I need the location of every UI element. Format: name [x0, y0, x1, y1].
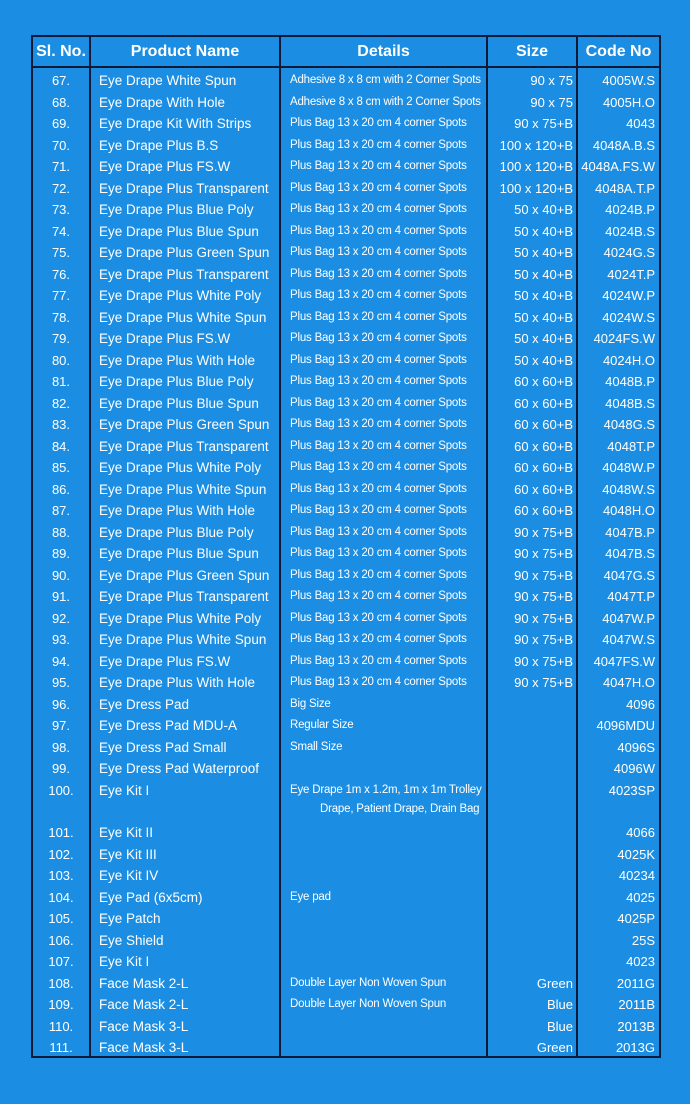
- row-size: 100 x 120+B: [499, 159, 573, 174]
- row-details: [290, 865, 486, 886]
- table-row: [33, 156, 659, 177]
- row-size: 60 x 60+B: [514, 438, 573, 454]
- row-code-no: 4024T.P: [607, 266, 655, 282]
- row-details: Small Size: [290, 740, 343, 753]
- table-row: [33, 651, 659, 672]
- row-product-name: Eye Drape Plus FS.W: [99, 331, 231, 346]
- row-size: 90 x 75+B: [514, 610, 573, 626]
- table-row: [33, 758, 659, 779]
- row-code-no: 4047W.S: [602, 632, 655, 647]
- table-row: [33, 285, 659, 306]
- row-size: [485, 951, 573, 972]
- row-code-no: 4047W.P: [602, 610, 655, 626]
- row-product-name: Eye Drape Plus Blue Spun: [99, 395, 259, 411]
- row-details: Plus Bag 13 x 20 cm 4 corner Spots: [290, 547, 467, 559]
- row-size: [485, 865, 573, 886]
- row-size: 90 x 75+B: [514, 546, 573, 561]
- row-size: 90 x 75+B: [514, 116, 573, 131]
- table-row: [33, 908, 659, 929]
- table-row: [33, 199, 659, 220]
- row-product-name: Eye Kit III: [99, 846, 157, 862]
- row-sl-no: 77.: [51, 288, 71, 303]
- row-sl-no: 87.: [51, 503, 71, 518]
- row-size: Green: [536, 1040, 573, 1055]
- row-size: [485, 822, 573, 843]
- row-details: Plus Bag 13 x 20 cm 4 corner Spots: [290, 117, 467, 129]
- row-sl-no: 91.: [51, 589, 71, 604]
- row-size: 90 x 75: [530, 73, 573, 88]
- row-product-name: Eye Patch: [99, 911, 161, 926]
- row-sl-no: 82.: [51, 395, 71, 411]
- row-product-name: Eye Drape Plus Transparent: [99, 589, 269, 604]
- row-size: 90 x 75+B: [514, 567, 573, 583]
- row-size: [485, 737, 573, 758]
- row-details: Adhesive 8 x 8 cm with 2 Corner Spots: [290, 95, 481, 108]
- row-sl-no: 110.: [48, 1018, 74, 1034]
- row-size: 50 x 40+B: [514, 245, 573, 260]
- row-sl-no: 105.: [48, 911, 74, 926]
- row-code-no: 4043: [626, 116, 655, 131]
- row-size: 50 x 40+B: [514, 309, 573, 325]
- row-sl-no: 111.: [49, 1040, 73, 1055]
- row-details: Plus Bag 13 x 20 cm 4 corner Spots: [290, 246, 467, 258]
- row-sl-no: 106.: [48, 932, 74, 948]
- row-sl-no: 76.: [51, 266, 71, 282]
- row-sl-no: 80.: [51, 352, 71, 368]
- row-details: Plus Bag 13 x 20 cm 4 corner Spots: [290, 224, 467, 237]
- row-details: Plus Bag 13 x 20 cm 4 corner Spots: [290, 676, 467, 688]
- row-code-no: 4048A.FS.W: [581, 159, 655, 174]
- table-row: [33, 328, 659, 349]
- row-sl-no: 102.: [48, 846, 74, 862]
- row-details: [290, 822, 486, 843]
- row-code-no: 2011G: [616, 975, 655, 991]
- row-product-name: Eye Drape Plus Transparent: [99, 438, 269, 454]
- row-product-name: Eye Kit II: [99, 825, 154, 840]
- row-details: [290, 951, 486, 972]
- table-row: [33, 436, 659, 457]
- row-product-name: Eye Drape Plus Blue Spun: [99, 223, 259, 239]
- row-size: 100 x 120+B: [499, 137, 573, 153]
- row-size: 50 x 40+B: [514, 288, 573, 303]
- table-row: [33, 822, 659, 843]
- table-row: [33, 865, 659, 886]
- row-code-no: 25S: [631, 932, 655, 948]
- row-details: Plus Bag 13 x 20 cm 4 corner Spots: [290, 439, 467, 452]
- row-details: Plus Bag 13 x 20 cm 4 corner Spots: [290, 310, 467, 323]
- row-code-no: 4024W.S: [602, 309, 655, 325]
- table-header: [33, 37, 659, 68]
- row-details: Adhesive 8 x 8 cm with 2 Corner Spots: [290, 74, 481, 86]
- row-code-no: 4025K: [617, 846, 655, 862]
- row-sl-no: 74.: [51, 223, 71, 239]
- row-sl-no: 85.: [51, 460, 71, 475]
- row-code-no: 4048B.P: [605, 374, 655, 389]
- table-row: [33, 371, 659, 392]
- row-code-no: 4048B.S: [605, 395, 655, 411]
- table-row: [33, 113, 659, 134]
- row-code-no: 4023: [626, 954, 655, 969]
- row-code-no: 40234: [618, 868, 655, 883]
- row-product-name: Eye Drape Plus FS.W: [99, 159, 231, 174]
- row-code-no: 4023SP: [608, 782, 655, 798]
- row-code-no: 4005W.S: [602, 73, 655, 88]
- row-sl-no: 67.: [51, 73, 71, 88]
- row-size: 90 x 75+B: [514, 653, 573, 669]
- row-product-name: Eye Drape Plus Green Spun: [99, 417, 270, 432]
- row-details: Eye Drape 1m x 1.2m, 1m x 1m Trolley: [290, 783, 482, 796]
- row-code-no: 4005H.O: [602, 94, 655, 110]
- row-details: Plus Bag 13 x 20 cm 4 corner Spots: [290, 289, 467, 301]
- row-code-no: 2013G: [615, 1040, 655, 1055]
- row-details: Plus Bag 13 x 20 cm 4 corner Spots: [290, 633, 467, 645]
- row-code-no: 4048H.O: [602, 503, 655, 518]
- row-sl-no: 96.: [51, 696, 71, 712]
- table-row: [33, 479, 659, 500]
- row-product-name: Eye Dress Pad Waterproof: [99, 761, 260, 776]
- table-row: [33, 565, 659, 586]
- row-sl-no: 88.: [51, 524, 71, 540]
- row-code-no: 4096W: [613, 761, 655, 776]
- row-product-name: Face Mask 3-L: [99, 1040, 189, 1055]
- row-sl-no: 70.: [51, 137, 71, 153]
- row-product-name: Eye Drape Plus Transparent: [99, 266, 269, 282]
- row-product-name: Eye Drape Plus With Hole: [99, 503, 256, 518]
- row-details: [290, 1037, 486, 1058]
- row-details: Double Layer Non Woven Spun: [290, 998, 447, 1010]
- row-size: 50 x 40+B: [514, 223, 573, 239]
- row-sl-no: 84.: [51, 438, 71, 454]
- table-row: [33, 930, 659, 951]
- row-code-no: 4096S: [617, 739, 655, 755]
- row-size: 60 x 60+B: [514, 503, 573, 518]
- table-row: [33, 500, 659, 521]
- row-product-name: Eye Drape Plus Blue Poly: [99, 374, 254, 389]
- table-row: [33, 522, 659, 543]
- row-code-no: 4048A.T.P: [595, 180, 655, 196]
- row-size: 50 x 40+B: [514, 266, 573, 282]
- row-size: 90 x 75+B: [514, 632, 573, 647]
- row-details: Plus Bag 13 x 20 cm 4 corner Spots: [290, 138, 467, 151]
- row-size: [485, 694, 573, 715]
- header-code-no: Code No: [585, 43, 652, 60]
- row-details: Plus Bag 13 x 20 cm 4 corner Spots: [290, 568, 467, 581]
- row-product-name: Eye Drape Plus With Hole: [99, 352, 256, 368]
- row-size: 60 x 60+B: [514, 395, 573, 411]
- row-details: Plus Bag 13 x 20 cm 4 corner Spots: [290, 267, 467, 280]
- row-sl-no: 98.: [51, 739, 71, 755]
- row-details: Regular Size: [290, 719, 354, 731]
- row-code-no: 4048W.S: [602, 481, 655, 497]
- row-details: Double Layer Non Woven Spun: [290, 976, 447, 989]
- table-row: [33, 780, 659, 815]
- row-details: Plus Bag 13 x 20 cm 4 corner Spots: [290, 654, 467, 667]
- row-sl-no: 83.: [51, 417, 71, 432]
- row-code-no: 4047B.P: [605, 524, 655, 540]
- table-row: [33, 414, 659, 435]
- row-product-name: Eye Dress Pad: [99, 696, 190, 712]
- row-size: [485, 887, 573, 908]
- row-product-name: Eye Drape Plus White Poly: [99, 460, 262, 475]
- header-product-name: Product Name: [130, 43, 240, 60]
- row-sl-no: 109.: [48, 997, 74, 1012]
- row-sl-no: 79.: [51, 331, 71, 346]
- table-row: [33, 629, 659, 650]
- table-row: [33, 307, 659, 328]
- table-row: [33, 543, 659, 564]
- row-code-no: 2011B: [618, 997, 655, 1012]
- row-size: Green: [536, 975, 573, 991]
- row-details: Plus Bag 13 x 20 cm 4 corner Spots: [290, 461, 467, 473]
- row-details: Plus Bag 13 x 20 cm 4 corner Spots: [290, 396, 467, 409]
- table-row: [33, 994, 659, 1015]
- row-size: 90 x 75+B: [514, 589, 573, 604]
- row-sl-no: 81.: [51, 374, 71, 389]
- table-row: [33, 672, 659, 693]
- row-sl-no: 72.: [51, 180, 71, 196]
- row-sl-no: 108.: [48, 975, 74, 991]
- row-code-no: 4047FS.W: [593, 653, 655, 669]
- row-sl-no: 71.: [51, 159, 71, 174]
- row-code-no: 4047B.S: [605, 546, 655, 561]
- table-row: [33, 264, 659, 285]
- row-size: [485, 844, 573, 865]
- row-details: Plus Bag 13 x 20 cm 4 corner Spots: [290, 353, 467, 366]
- row-sl-no: 95.: [51, 675, 71, 690]
- table-row: [33, 70, 659, 91]
- row-code-no: 2013B: [617, 1018, 655, 1034]
- row-details: Plus Bag 13 x 20 cm 4 corner Spots: [290, 590, 467, 602]
- row-product-name: Eye Drape Plus White Spun: [99, 481, 267, 497]
- row-product-name: Face Mask 3-L: [99, 1018, 189, 1034]
- row-product-name: Eye Drape Plus Green Spun: [99, 567, 270, 583]
- row-size: [485, 758, 573, 779]
- row-code-no: 4048G.S: [603, 417, 655, 432]
- row-details: Plus Bag 13 x 20 cm 4 corner Spots: [290, 418, 467, 430]
- row-product-name: Eye Kit I: [99, 954, 150, 969]
- header-size: Size: [515, 43, 548, 60]
- row-details: Plus Bag 13 x 20 cm 4 corner Spots: [290, 332, 467, 344]
- table-row: [33, 135, 659, 156]
- row-product-name: Eye Drape Plus Blue Poly: [99, 524, 254, 540]
- table-row: [33, 221, 659, 242]
- row-details: [290, 1016, 486, 1037]
- row-sl-no: 103.: [48, 868, 74, 883]
- row-size: 60 x 60+B: [514, 374, 573, 389]
- row-sl-no: 69.: [51, 116, 71, 131]
- row-details: [290, 758, 486, 779]
- row-product-name: Eye Drape Plus B.S: [99, 137, 219, 153]
- row-code-no: 4096MDU: [596, 718, 655, 733]
- table-row: [33, 844, 659, 865]
- row-sl-no: 97.: [51, 718, 71, 733]
- row-details: Big Size: [290, 697, 331, 710]
- row-details: [290, 930, 486, 951]
- table-row: [33, 1037, 659, 1058]
- row-size: 100 x 120+B: [499, 180, 573, 196]
- row-details: Plus Bag 13 x 20 cm 4 corner Spots: [290, 525, 467, 538]
- row-product-name: Eye Drape Plus With Hole: [99, 675, 256, 690]
- row-sl-no: 75.: [51, 245, 71, 260]
- row-product-name: Eye Drape With Hole: [99, 94, 226, 110]
- row-code-no: 4048W.P: [602, 460, 655, 475]
- table-row: [33, 242, 659, 263]
- row-details: Plus Bag 13 x 20 cm 4 corner Spots: [290, 160, 467, 172]
- row-product-name: Face Mask 2-L: [99, 975, 189, 991]
- row-code-no: 4096: [626, 696, 655, 712]
- row-code-no: 4024B.S: [605, 223, 655, 239]
- row-code-no: 4047H.O: [602, 675, 655, 690]
- table-row: [33, 586, 659, 607]
- row-size: 90 x 75: [530, 94, 573, 110]
- table-row: [33, 951, 659, 972]
- row-size: 50 x 40+B: [514, 202, 573, 217]
- row-product-name: Eye Drape Plus White Spun: [99, 309, 267, 325]
- table-row: [33, 178, 659, 199]
- row-details: Plus Bag 13 x 20 cm 4 corner Spots: [290, 611, 467, 624]
- row-code-no: 4024H.O: [602, 352, 655, 368]
- row-sl-no: 73.: [51, 202, 71, 217]
- row-sl-no: 93.: [51, 632, 71, 647]
- row-size: 60 x 60+B: [514, 417, 573, 432]
- header-sl-no: Sl. No.: [36, 43, 86, 60]
- row-size: Blue: [546, 1018, 573, 1034]
- row-details-continued: Drape, Patient Drape, Drain Bag: [320, 802, 480, 815]
- row-code-no: 4066: [626, 825, 655, 840]
- row-details: [290, 844, 486, 865]
- table-row: [33, 973, 659, 994]
- row-size: 50 x 40+B: [514, 331, 573, 346]
- row-sl-no: 89.: [51, 546, 71, 561]
- row-code-no: 4025P: [617, 911, 655, 926]
- row-size: 60 x 60+B: [514, 481, 573, 497]
- row-product-name: Face Mask 2-L: [99, 997, 189, 1012]
- row-product-name: Eye Kit I: [99, 782, 150, 798]
- row-size: Blue: [546, 997, 573, 1012]
- row-sl-no: 90.: [51, 567, 71, 583]
- row-code-no: 4024B.P: [605, 202, 655, 217]
- row-size: [485, 908, 573, 929]
- table-row: [33, 350, 659, 371]
- row-size: 90 x 75+B: [514, 524, 573, 540]
- table-row: [33, 393, 659, 414]
- row-product-name: Eye Drape Plus Transparent: [99, 180, 269, 196]
- table-row: [33, 1016, 659, 1037]
- row-details: Plus Bag 13 x 20 cm 4 corner Spots: [290, 504, 467, 516]
- row-code-no: 4024FS.W: [593, 331, 655, 346]
- row-product-name: Eye Drape Plus FS.W: [99, 653, 231, 669]
- row-details: Plus Bag 13 x 20 cm 4 corner Spots: [290, 482, 467, 495]
- header-details: Details: [357, 43, 410, 60]
- row-product-name: Eye Dress Pad Small: [99, 739, 227, 755]
- row-sl-no: 100.: [48, 782, 74, 798]
- row-code-no: 4047T.P: [607, 589, 655, 604]
- row-sl-no: 86.: [51, 481, 71, 497]
- row-product-name: Eye Drape Plus Blue Spun: [99, 546, 259, 561]
- row-product-name: Eye Drape Kit With Strips: [99, 116, 252, 131]
- table-row: [33, 92, 659, 113]
- row-sl-no: 78.: [51, 309, 71, 325]
- row-product-name: Eye Drape Plus Green Spun: [99, 245, 270, 260]
- row-details: Plus Bag 13 x 20 cm 4 corner Spots: [290, 181, 467, 194]
- row-sl-no: 107.: [48, 954, 74, 969]
- row-product-name: Eye Drape Plus White Spun: [99, 632, 267, 647]
- row-details: Plus Bag 13 x 20 cm 4 corner Spots: [290, 375, 467, 387]
- row-code-no: 4024G.S: [603, 245, 655, 260]
- row-size: [485, 930, 573, 951]
- row-code-no: 4048A.B.S: [592, 137, 655, 153]
- row-sl-no: 92.: [51, 610, 71, 626]
- product-table: [31, 35, 661, 1058]
- row-product-name: Eye Shield: [99, 932, 164, 948]
- row-code-no: 4024W.P: [602, 288, 655, 303]
- row-size: 90 x 75+B: [514, 675, 573, 690]
- row-product-name: Eye Drape White Spun: [99, 73, 237, 88]
- row-details: [290, 908, 486, 929]
- row-details: Plus Bag 13 x 20 cm 4 corner Spots: [290, 203, 467, 215]
- row-size: [485, 715, 573, 736]
- row-code-no: 4025: [626, 889, 655, 905]
- row-sl-no: 101.: [48, 825, 74, 840]
- row-size: 50 x 40+B: [514, 352, 573, 368]
- row-sl-no: 99.: [51, 761, 71, 776]
- table-row: [33, 715, 659, 736]
- row-code-no: 4047G.S: [603, 567, 655, 583]
- row-size: [485, 780, 573, 801]
- row-sl-no: 94.: [51, 653, 71, 669]
- row-code-no: 4048T.P: [607, 438, 655, 454]
- table-row: [33, 457, 659, 478]
- row-product-name: Eye Kit IV: [99, 868, 159, 883]
- row-product-name: Eye Dress Pad MDU-A: [99, 718, 238, 733]
- row-details: Eye pad: [290, 890, 331, 903]
- row-size: 60 x 60+B: [514, 460, 573, 475]
- row-product-name: Eye Pad (6x5cm): [99, 889, 203, 905]
- row-product-name: Eye Drape Plus Blue Poly: [99, 202, 254, 217]
- table-row: [33, 737, 659, 758]
- table-row: [33, 887, 659, 908]
- table-row: [33, 694, 659, 715]
- row-sl-no: 104.: [48, 889, 74, 905]
- row-product-name: Eye Drape Plus White Poly: [99, 610, 262, 626]
- table-row: [33, 608, 659, 629]
- row-product-name: Eye Drape Plus White Poly: [99, 288, 262, 303]
- row-sl-no: 68.: [51, 94, 71, 110]
